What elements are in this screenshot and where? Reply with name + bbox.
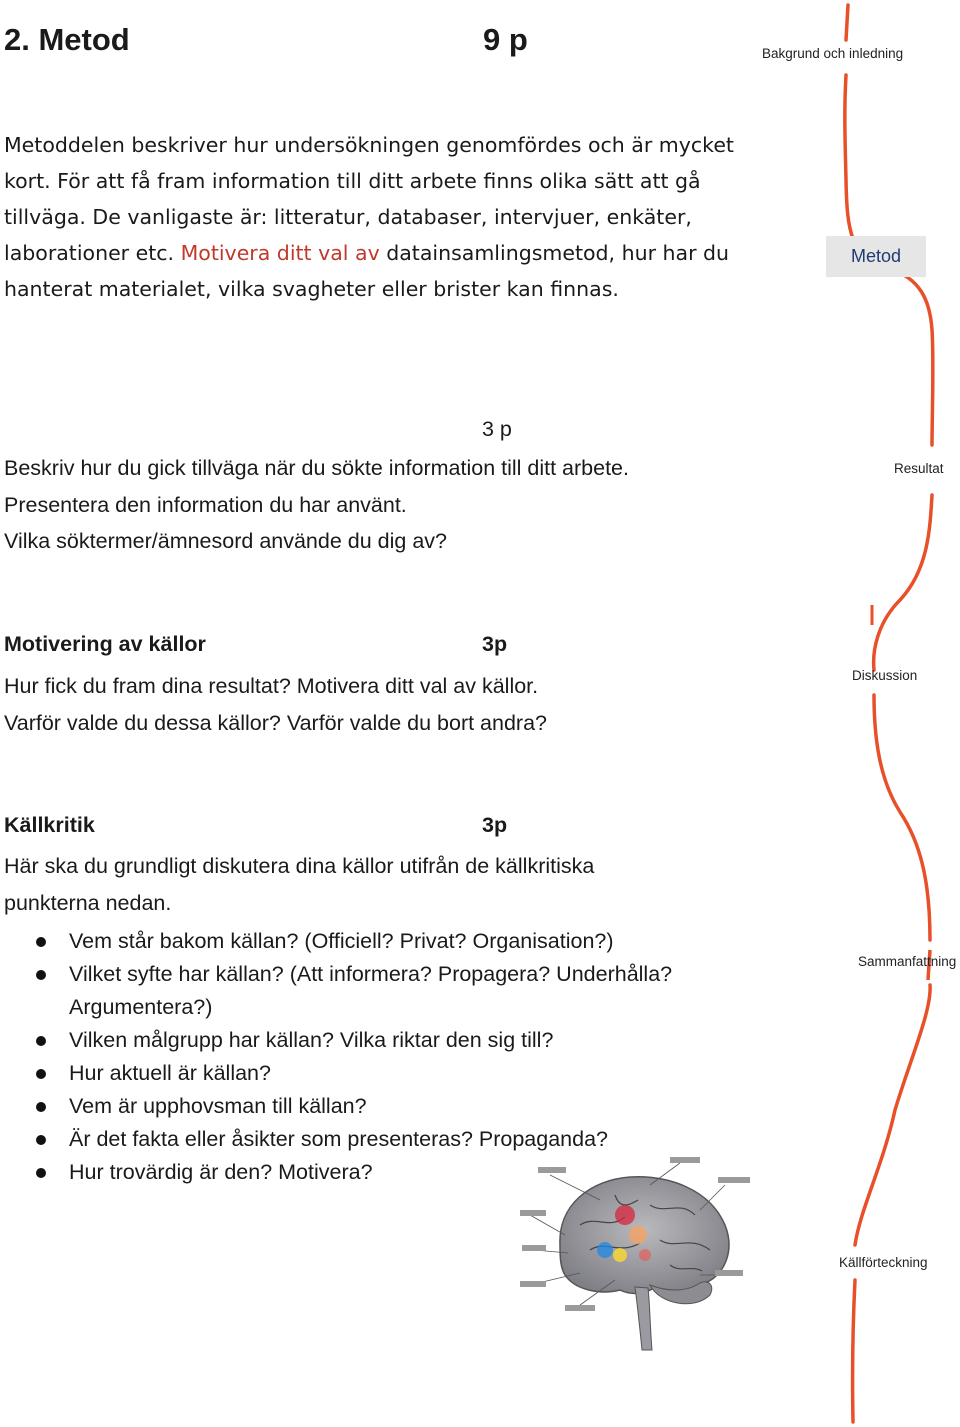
info-section [4, 450, 804, 560]
progress-rail-line [760, 0, 960, 1427]
list-item: Är det fakta eller åsikter som presenteras? Propaganda? [30, 1123, 770, 1156]
info-line-3: Vilka söktermer/ämnesord använde du dig av? [4, 529, 447, 553]
rail-label-resultat: Resultat [894, 461, 944, 476]
motivation-line-2: Varför valde du dessa källor? Varför valde du bort andra? [4, 710, 547, 735]
info-line-2: Presentera den information du har använt. [4, 492, 407, 517]
list-item: Vem står bakom källan? (Officiell? Privat? Organisation?) [30, 925, 770, 958]
list-item: Hur trovärdig är den? Motivera? [30, 1156, 770, 1189]
critique-intro: Här ska du grundligt diskutera dina källor utifrån de källkritiska punkterna nedan. [4, 854, 595, 915]
intro-text-1: Metoddelen beskriver hur undersökningen genomfördes och är mycket kort. För att få fram information till ditt arbete finns olika sätt att gå tillväga. De vanligaste är: litteratur, databaser, intervjuer, enkäter, laborationer etc. [4, 133, 734, 265]
rail-label-metod: Metod [826, 236, 926, 277]
motivation-heading: Motivering av källor [4, 632, 206, 656]
intro-text-emphasis: Motivera ditt val av [180, 241, 380, 265]
page-title: 2. Metod [4, 22, 130, 57]
critique-heading: Källkritik [4, 813, 95, 837]
info-points: 3 p [482, 417, 512, 441]
page-points: 9 p [483, 22, 528, 57]
critique-list [30, 925, 770, 1189]
list-item: Vem är upphovsman till källan? [30, 1090, 770, 1123]
list-item: Vilken målgrupp har källan? Vilka riktar den sig till? [30, 1024, 770, 1057]
critique-points: 3p [482, 813, 508, 837]
motivation-points: 3p [482, 632, 508, 656]
info-line-1: Beskriv hur du gick tillväga när du sökte information till ditt arbete. [4, 456, 629, 480]
intro-text-2: datainsamlingsmetod, hur har du hanterat materialet, vilka svagheter eller brister kan finnas. [4, 241, 730, 301]
rail-label-diskussion: Diskussion [852, 668, 918, 683]
rail-label-bakgrund: Bakgrund och inledning [762, 46, 904, 61]
motivation-line-1: Hur fick du fram dina resultat? Motivera ditt val av källor. [4, 674, 539, 698]
intro-paragraph [4, 127, 764, 307]
list-item: Hur aktuell är källan? [30, 1057, 770, 1090]
list-item: Vilket syfte har källan? (Att informera? Propagera? Underhålla? Argumentera?) [30, 958, 770, 1024]
motivation-section [4, 668, 804, 741]
rail-label-kallforteckning: Källförteckning [839, 1255, 928, 1270]
rail-label-sammanfattning: Sammanfattning [858, 954, 957, 969]
brain-illustration-icon [520, 1155, 755, 1355]
